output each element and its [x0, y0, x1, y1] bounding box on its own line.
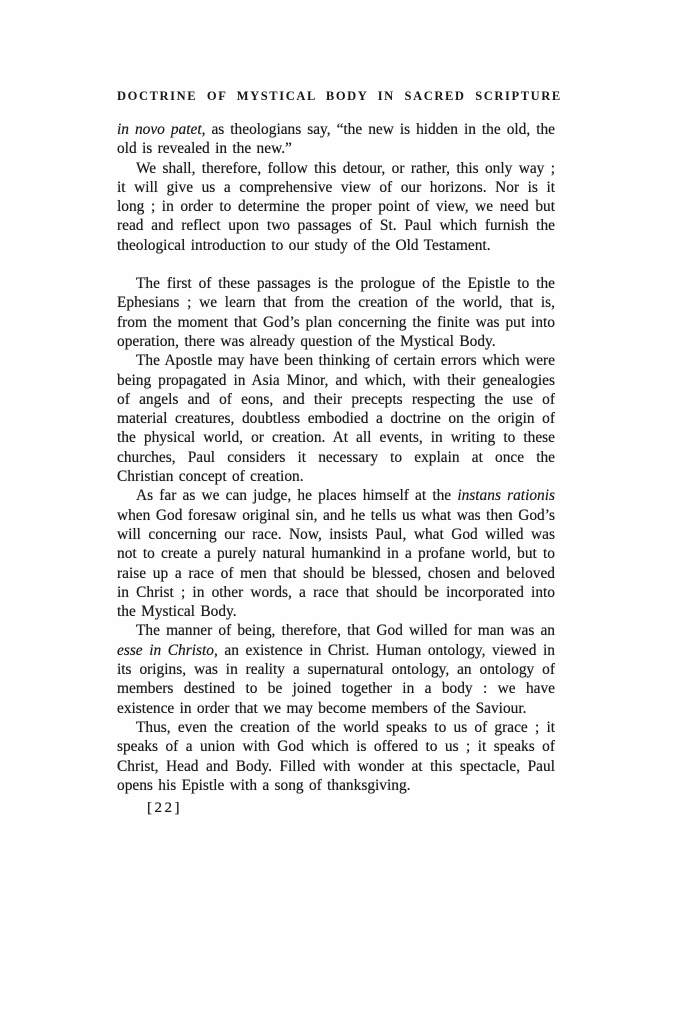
text-segment: The Apostle may have been thinking of certain errors which were being propagated in Asia Minor, and which, with their genealogies of angels and of eons, and their precepts respecting the use of material creatures, doubtless embodied a doctrine on the origin of the physical world, or creation. At all events, in writing to these churches, Paul considers it necessary to explain at once the Christian concept of creation.: [117, 352, 555, 486]
paragraph: [117, 351, 555, 486]
text-segment: The first of these passages is the prologue of the Epistle to the Ephesians ; we learn that from the creation of the world, that is, from the moment that God’s plan concerning the finite was put into operation, there was already question of the Mystical Body.: [117, 275, 555, 350]
paragraph: [117, 718, 555, 795]
paragraph: [117, 486, 555, 621]
italic-phrase: esse in Christo: [117, 641, 214, 659]
text-segment: , an existence in Christ. Human ontology, viewed in its origins, was in reality a supernatural ontology, an ontology of members destined to be joined together in a body : we have existence in order that we may become members of the Saviour.: [117, 641, 555, 717]
paragraph: [117, 274, 555, 351]
italic-phrase: in novo patet: [117, 121, 202, 138]
text-segment: We shall, therefore, follow this detour, or rather, this only way ; it will give us a comprehensive view of our horizons. Nor is it long ; in order to determine the proper point of view, we need but read and reflect upon two passages of St. Paul which furnish the theological introduction to our study of the Old Testament.: [117, 159, 555, 254]
text-segment: Thus, even the creation of the world speaks to us of grace ; it speaks of a union with God which is offered to us ; it speaks of Christ, Head and Body. Filled with wonder at this spectacle, Paul opens his Epistle with a song of thanksgiving.: [117, 718, 555, 794]
page-number: [22]: [147, 800, 182, 817]
paragraph: [117, 621, 555, 717]
text-segment: when God foresaw original sin, and he tells us what was then God’s will concerning our race. Now, insists Paul, what God willed was not to create a purely natural humankind in a profane world, but to raise up a race of men that should be blessed, chosen and beloved in Christ ; in other words, a race that should be incorporated into the Mystical Body.: [117, 506, 555, 621]
page-text: [117, 120, 555, 818]
paragraph: [117, 120, 555, 159]
text-segment: The manner of being, therefore, that God willed for man was an: [136, 622, 555, 640]
text-segment: As far as we can judge, he places himself at the: [136, 487, 458, 505]
paragraph: [117, 159, 555, 255]
italic-phrase: instans rationis: [457, 487, 555, 505]
running-head: DOCTRINE OF MYSTICAL BODY IN SACRED SCRIPTURE: [117, 89, 562, 103]
text-segment: , as theologians say, “the new is hidden in the old, the old is revealed in the new.”: [117, 121, 555, 158]
